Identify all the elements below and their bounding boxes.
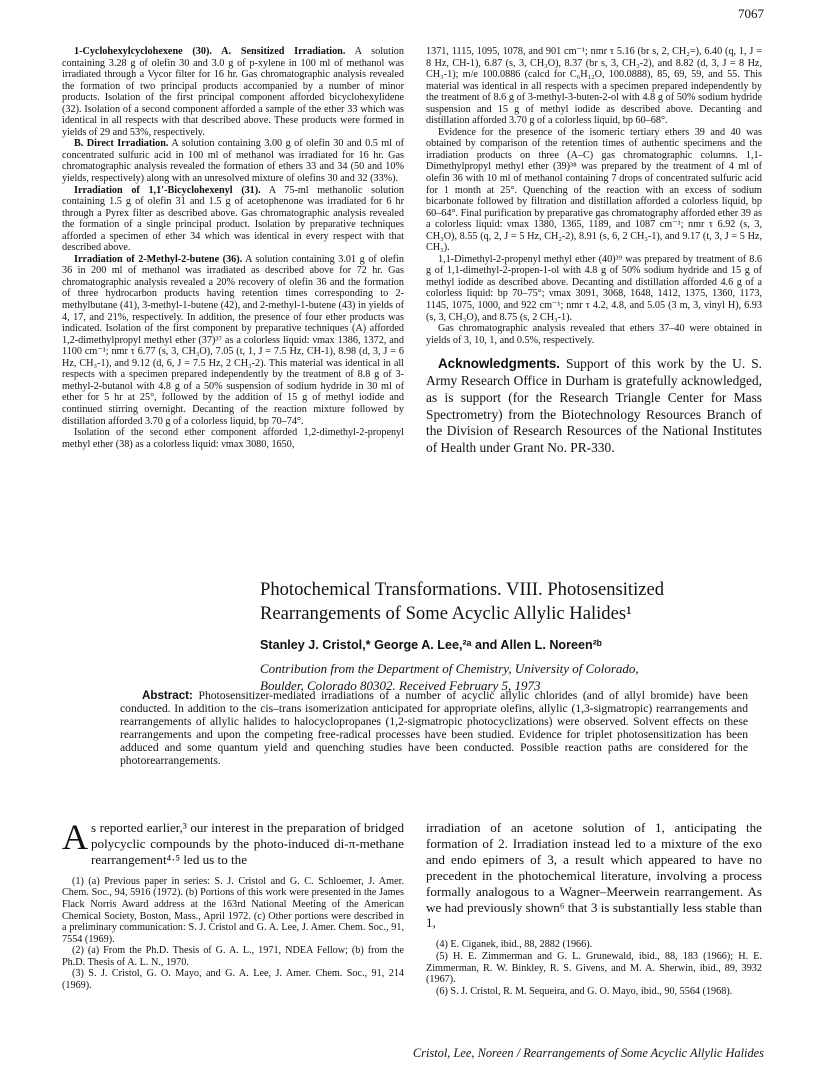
authors: Stanley J. Cristol,* George A. Lee,²ᵃ and Allen L. Noreen²ᵇ	[260, 638, 602, 652]
paragraph-heading: 1-Cyclohexylcyclohexene (30). A. Sensitized Irradiation.	[74, 46, 346, 57]
affiliation-line-1: Contribution from the Department of Chemistry, University of Colorado,	[260, 661, 639, 676]
paragraph-heading: Irradiation of 2-Methyl-2-butene (36).	[74, 253, 243, 265]
paragraph: 1,1-Dimethyl-2-propenyl methyl ether (40)³⁹ was prepared by treatment of 8.6 g of 1,1-dimethyl-2-propen-1-ol with 4.8 g of 50% sodium hydride and 15 g of methyl iodide as described above. Decanting and distillation afforded 4.6 g of a colorless liquid: bp 70–75°; νmax 3091, 3068, 1648, 1412, 1375, 1360, 1173, 1145, 1075, 1000, and 922 cm⁻¹; nmr τ 4.2, 4.8, and 5.05 (3 m, 3, vinyl H), 6.93 (s, 3, CH₃O), and 8.75 (s, 2 CH₃-1).	[426, 253, 762, 323]
footnote: (6) S. J. Cristol, R. M. Sequeira, and G. O. Mayo, ibid., 90, 5564 (1968).	[436, 985, 733, 997]
paragraph	[62, 254, 404, 427]
footnotes-right	[426, 939, 762, 997]
acknowledgments-text: Support of this work by the U. S. Army Research Office in Durham is gratefully acknowledged, as is support (for the Research Triangle Center for Mass Spectrometry) from the Biotechnology Resources Branch of the Division of Research Resources of the National Institutes of Health under Grant No. PR-330.	[426, 356, 762, 456]
body-left-column	[62, 817, 404, 992]
paragraph: Evidence for the presence of the isomeric tertiary ethers 39 and 40 was obtained by comparison of the retention times of authentic specimens and the irradiation products on three (A–C) gas chromatographic columns. 1,1-Dimethylpropyl methyl ether (39)³⁸ was prepared by the treatment of 4 ml of olefin 36 with 10 ml of methanol containing 7 drops of concentrated sulfuric acid for 1 month at 25°. Quenching of the reaction with an excess of sodium bicarbonate followed by filtration and distillation afforded a colorless liquid, bp 60–64°. Final purification by preparative gas chromatography afforded ether 39 as a colorless liquid: νmax 1380, 1365, 1189, and 1087 cm⁻¹; nmr τ 6.92 (s, 3, CH₃O), 8.55 (q, 2, J = 5 Hz, CH₂-2), 8.91 (s, 6, 2 CH₃-1), and 9.17 (t, 3, J = 5 Hz, CH₃).	[426, 126, 762, 254]
paragraph-text: A solution containing 3.01 g of olefin 36 in 200 ml of methanol was irradiated as described above for 72 hr. Gas chromatographic analysis revealed a 20% recovery of olefin 36 and the formation of three hydrocarbon products having retention times corresponding to 2-methylbutane (41), 3-methyl-1-butene (42), and 2-methyl-1-butene (43) in yields of 4, 17, and 21%, respectively. In addition, the presence of four ether products was indicated. Isolation of the first component by preparative techniques (A) afforded 1,2-dimethylpropyl methyl ether (37)³⁷ as a colorless liquid: νmax 1386, 1372, and 1100 cm⁻¹; nmr τ 6.77 (s, 3, CH₃O), 7.05 (t, 1, J = 7.5 Hz, CH-1), 8.98 (d, 3, J = 6 Hz, CH₃-1), and 9.12 (d, 6, J = 7.5 Hz, 2 CH₃-2). This material was identical in all respects with a specimen prepared independently by the treatment of 8.8 g of 3-methyl-2-butanol with 4.8 g of a 50% suspension of sodium hydride in 30 ml of ether for 5 hr at 25°, followed by the addition of 15 g of methyl iodide and continued stirring overnight. Decanting of the reaction mixture followed by distillation afforded 3.70 g of a colorless liquid, bp 70–74°.	[62, 253, 404, 427]
paragraph-text: A 75-ml methanolic solution containing 1.5 g of olefin 31 and 1.5 g of acetophenone was irradiated for 6 hr through a Pyrex filter as described above. Gas chromatographic analysis revealed the formation of a single principal product. Isolation by preparative techniques afforded a specimen of ether 34 which was identical in every respect with that described above.	[62, 184, 404, 254]
paragraph-text: A solution containing 3.00 g of olefin 30 and 0.5 ml of concentrated sulfuric acid in 100 ml of methanol was irradiated for 16 hr. Gas chromatographic analysis revealed the formation of ethers 33 and 34 (50 and 10% yields, respectively) along with an unresolved mixture of olefins 30 and 32 (33%).	[62, 138, 404, 185]
abstract-text: Photosensitizer-mediated irradiations of a number of acyclic allylic chlorides (and of allyl bromide) have been conducted. In addition to the cis–trans isomerization anticipated for appropriate olefins, allylic (1,3-sigmatropic) rearrangements and rearrangements of allylic halides to halocyclopropanes (1,2-sigmatropic photocyclizations) were observed. Solvent effects on these rearrangements and upon the competing free-radical processes have been studied. Evidence for triplet photosensitization has been adduced and some quantum yield and quenching studies have been conducted. Possible reaction paths are considered for the photorearrangements.	[120, 689, 748, 768]
paragraph	[62, 427, 404, 450]
paragraph: 1371, 1115, 1095, 1078, and 901 cm⁻¹; nmr τ 5.16 (br s, 2, CH₂=), 6.40 (q, 1, J = 8 Hz, CH-1), 6.87 (s, 3, CH₃O), 8.37 (br s, 3, CH₃-2), and 8.82 (d, 3, J = 8 Hz, CH₃-1); m/e 100.0886 (calcd for C₆H₁₂O, 100.0888), 85, 69, 59, and 55. This material was identical in all respects with a specimen prepared independently by the treatment of 8.6 g of 3-methyl-3-buten-2-ol with 4.8 g of 50% sodium hydride suspension and 15 g of methyl iodide as described above. Decanting and distillation afforded 3.70 g of a colorless liquid, bp 60–68°.	[426, 46, 762, 127]
footnote: (5) H. E. Zimmerman and G. L. Grunewald, ibid., 88, 183 (1966); H. E. Zimmerman, R. W. Binkley, R. S. Givens, and M. A. Sherwin, ibid., 89, 3932 (1967).	[426, 950, 762, 986]
article-title-line-2: Rearrangements of Some Acyclic Allylic Halides¹	[260, 603, 632, 624]
page-number: 7067	[738, 6, 764, 21]
abstract-heading: Abstract:	[142, 689, 193, 702]
paragraph-heading: Irradiation of 1,1′-Bicyclohexenyl (31).	[74, 184, 261, 196]
footnote: (4) E. Ciganek, ibid., 88, 2882 (1966).	[436, 939, 593, 951]
body-text-left: s reported earlier,³ our interest in the preparation of bridged polycyclic compounds by the photo-induced di-π-methane rearrangement⁴·⁵ led us to the	[91, 820, 404, 867]
experimental-right-column	[426, 46, 762, 457]
footnotes-left	[62, 876, 404, 992]
acknowledgments	[426, 356, 762, 457]
paragraph-text: A solution containing 3.28 g of olefin 30 and 3.0 g of p-xylene in 100 ml of methanol was irradiated through a Vycor filter for 16 hr. Gas chromatographic analysis revealed the formation of two principal products accompanied by a number of minor products. Isolation of the first principal component afforded bicyclohexylidene (32). Isolation of a second component afforded a sample of the ether 33 which was identical in all respects with that described above. These products were formed in yields of 29 and 53%, respectively.	[62, 46, 404, 138]
article-header	[260, 578, 780, 694]
paragraph	[62, 46, 404, 138]
paragraph-heading: B. Direct Irradiation.	[74, 138, 169, 150]
paragraph-text: Isolation of the second ether component afforded 1,2-dimethyl-2-propenyl methyl ether (38) as a colorless liquid: νmax 3080, 1650,	[62, 427, 404, 450]
acknowledgments-heading: Acknowledgments.	[438, 356, 561, 372]
paragraph	[62, 138, 404, 184]
experimental-left-column	[62, 46, 404, 450]
body-paragraph	[62, 817, 404, 868]
abstract	[120, 689, 748, 768]
affiliation-line-2: Boulder, Colorado 80302. Received February 5, 1973	[260, 678, 541, 693]
paragraph: Gas chromatographic analysis revealed that ethers 37–40 were obtained in yields of 3, 10, 1, and 0.5%, respectively.	[426, 323, 762, 346]
paragraph	[62, 185, 404, 254]
article-title-line-1: Photochemical Transformations. VIII. Photosensitized	[260, 579, 665, 600]
body-text-right: irradiation of an acetone solution of 1, anticipating the formation of 2. Irradiation instead led to a mixture of the exo and endo epimers of 3, a result which appeared to have no precedent in the photochemical literature, involving a process formally analogous to a Wagner–Meerwein rearrangement. As we had previously shown⁶ that 3 is substantially less stable than 1,	[426, 820, 762, 931]
body-right-column	[426, 820, 762, 997]
drop-cap: A	[62, 817, 88, 857]
running-footer: Cristol, Lee, Noreen / Rearrangements of Some Acyclic Allylic Halides	[412, 1046, 764, 1060]
footnote: (2) (a) From the Ph.D. Thesis of G. A. L., 1971, NDEA Fellow; (b) from the Ph.D. Thesis of A. L. N., 1970.	[62, 945, 404, 968]
footnote: (1) (a) Previous paper in series: S. J. Cristol and G. C. Schloemer, J. Amer. Chem. Soc., 94, 5916 (1972). (b) Portions of this work were presented in the James Flack Norris Award address at the 163rd National Meeting of the American Chemical Society, Boston, Mass., April 1972. (c) Other portions were described in a preliminary communication: S. J. Cristol and G. A. Lee, J. Amer. Chem. Soc., 91, 7554 (1969).	[62, 875, 404, 945]
footnote: (3) S. J. Cristol, G. O. Mayo, and G. A. Lee, J. Amer. Chem. Soc., 91, 214 (1969).	[62, 968, 404, 992]
